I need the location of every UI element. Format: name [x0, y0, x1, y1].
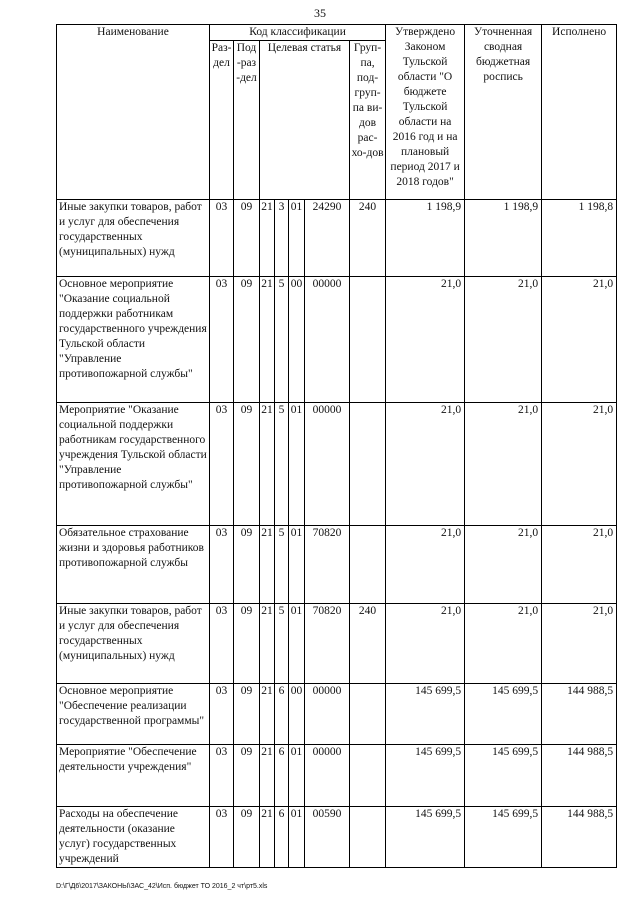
table-body: [57, 200, 617, 868]
cell-c2: 6: [275, 807, 289, 868]
cell-c4: 00000: [305, 277, 350, 403]
cell-group: [350, 684, 386, 745]
cell-group: [350, 277, 386, 403]
table-row: [57, 604, 617, 684]
cell-c1: 21: [260, 807, 275, 868]
cell-c2: 3: [275, 200, 289, 277]
cell-podrazdel: 09: [234, 200, 260, 277]
cell-name: Расходы на обеспечение деятельности (оказание услуг) государственных учреждений: [57, 807, 210, 868]
cell-razdel: 03: [210, 277, 234, 403]
cell-c1: 21: [260, 684, 275, 745]
cell-refined: 21,0: [465, 277, 542, 403]
cell-name: Мероприятие "Обеспечение деятельности учреждения": [57, 745, 210, 807]
cell-c2: 5: [275, 604, 289, 684]
cell-c1: 21: [260, 604, 275, 684]
header-name: Наименование: [57, 25, 210, 200]
header-approved: Утверждено Законом Тульской области "О бюджете Тульской области на 2016 год и на плановый период 2017 и 2018 годов": [386, 25, 465, 200]
cell-c4: 00000: [305, 745, 350, 807]
cell-group: 240: [350, 604, 386, 684]
cell-refined: 21,0: [465, 604, 542, 684]
cell-c3: 01: [289, 403, 305, 526]
table-row: [57, 684, 617, 745]
cell-podrazdel: 09: [234, 403, 260, 526]
cell-c3: 01: [289, 200, 305, 277]
cell-group: 240: [350, 200, 386, 277]
page-number: 35: [314, 6, 326, 20]
cell-refined: 1 198,9: [465, 200, 542, 277]
table-row: [57, 277, 617, 403]
cell-c1: 21: [260, 277, 275, 403]
cell-refined: 21,0: [465, 526, 542, 604]
cell-executed: 1 198,8: [542, 200, 617, 277]
cell-razdel: 03: [210, 684, 234, 745]
cell-group: [350, 403, 386, 526]
cell-group: [350, 526, 386, 604]
header-razdel: Раз-дел: [210, 41, 234, 200]
cell-c4: 00590: [305, 807, 350, 868]
cell-name: Мероприятие "Оказание социальной поддержки работникам государственного учреждения Тульской области "Управление противопожарной службы": [57, 403, 210, 526]
cell-approved: 145 699,5: [386, 684, 465, 745]
cell-c3: 00: [289, 684, 305, 745]
cell-executed: 144 988,5: [542, 745, 617, 807]
cell-c3: 00: [289, 277, 305, 403]
header-code-group: Код классификации: [210, 25, 386, 41]
cell-razdel: 03: [210, 745, 234, 807]
header-group: Груп-па, под-груп-па ви-дов рас-хо-дов: [350, 41, 386, 200]
header-refined: Уточненная сводная бюджетная роспись: [465, 25, 542, 200]
cell-razdel: 03: [210, 526, 234, 604]
cell-name: Основное мероприятие "Оказание социальной поддержки работникам государственного учреждения Тульской области "Управление противопожарной службы": [57, 277, 210, 403]
cell-c4: 00000: [305, 403, 350, 526]
cell-executed: 21,0: [542, 277, 617, 403]
header-target: Целевая статья: [260, 41, 350, 200]
table-row: [57, 200, 617, 277]
budget-table: [56, 24, 617, 868]
cell-refined: 145 699,5: [465, 745, 542, 807]
cell-razdel: 03: [210, 807, 234, 868]
cell-c2: 6: [275, 684, 289, 745]
cell-group: [350, 807, 386, 868]
header-podrazdel: Под-раз-дел: [234, 41, 260, 200]
cell-c2: 5: [275, 403, 289, 526]
table-row: [57, 745, 617, 807]
footer-file-path: D:\Г\Д6\2017\ЗАКОНЫ\ЗАС_42\Исп. бюджет ТО 2016_2 чт\рт5.xls: [56, 883, 268, 890]
cell-razdel: 03: [210, 604, 234, 684]
cell-approved: 1 198,9: [386, 200, 465, 277]
cell-group: [350, 745, 386, 807]
cell-refined: 145 699,5: [465, 807, 542, 868]
cell-refined: 21,0: [465, 403, 542, 526]
cell-c1: 21: [260, 200, 275, 277]
cell-approved: 21,0: [386, 604, 465, 684]
table-row: [57, 526, 617, 604]
table-row: [57, 403, 617, 526]
cell-c2: 5: [275, 277, 289, 403]
cell-c2: 6: [275, 745, 289, 807]
cell-approved: 21,0: [386, 403, 465, 526]
cell-podrazdel: 09: [234, 526, 260, 604]
cell-executed: 144 988,5: [542, 807, 617, 868]
cell-podrazdel: 09: [234, 807, 260, 868]
cell-executed: 21,0: [542, 604, 617, 684]
cell-c3: 01: [289, 526, 305, 604]
cell-name: Иные закупки товаров, работ и услуг для обеспечения государственных (муниципальных) нужд: [57, 604, 210, 684]
header-executed: Исполнено: [542, 25, 617, 200]
cell-c1: 21: [260, 403, 275, 526]
cell-c1: 21: [260, 745, 275, 807]
cell-name: Основное мероприятие "Обеспечение реализации государственной программы": [57, 684, 210, 745]
cell-approved: 21,0: [386, 526, 465, 604]
cell-name: Обязательное страхование жизни и здоровья работников противопожарной службы: [57, 526, 210, 604]
cell-podrazdel: 09: [234, 684, 260, 745]
cell-c4: 70820: [305, 604, 350, 684]
cell-executed: 21,0: [542, 403, 617, 526]
cell-c3: 01: [289, 604, 305, 684]
cell-c4: 00000: [305, 684, 350, 745]
cell-executed: 144 988,5: [542, 684, 617, 745]
cell-c3: 01: [289, 745, 305, 807]
cell-podrazdel: 09: [234, 745, 260, 807]
cell-podrazdel: 09: [234, 277, 260, 403]
table-row: [57, 807, 617, 868]
cell-approved: 21,0: [386, 277, 465, 403]
cell-c4: 24290: [305, 200, 350, 277]
cell-approved: 145 699,5: [386, 745, 465, 807]
cell-name: Иные закупки товаров, работ и услуг для обеспечения государственных (муниципальных) нужд: [57, 200, 210, 277]
cell-razdel: 03: [210, 200, 234, 277]
cell-executed: 21,0: [542, 526, 617, 604]
cell-podrazdel: 09: [234, 604, 260, 684]
cell-razdel: 03: [210, 403, 234, 526]
cell-c4: 70820: [305, 526, 350, 604]
cell-c2: 5: [275, 526, 289, 604]
cell-c1: 21: [260, 526, 275, 604]
cell-refined: 145 699,5: [465, 684, 542, 745]
cell-approved: 145 699,5: [386, 807, 465, 868]
cell-c3: 01: [289, 807, 305, 868]
